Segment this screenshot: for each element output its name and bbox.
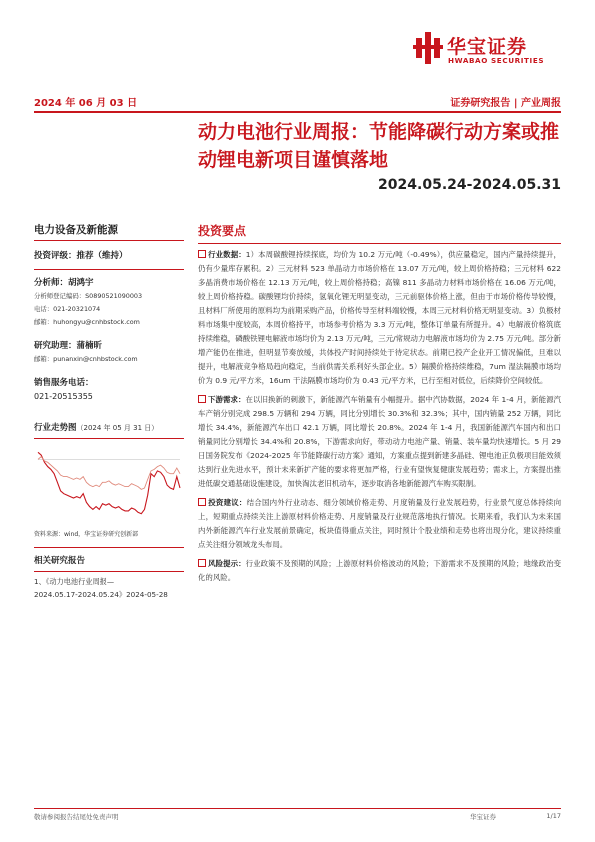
brand-logo [413, 30, 563, 70]
brand-mark-icon [413, 30, 443, 66]
trend-heading [34, 415, 184, 435]
footer-divider [34, 808, 561, 809]
assistant-name: 研究助理：蒲楠昕 [34, 341, 103, 351]
sales-label: 销售服务电话： [34, 378, 94, 388]
report-title: 动力电池行业周报：节能降碳行动方案或推动锂电新项目谨慎落地 [198, 121, 560, 171]
chart-series-line-1 [38, 452, 180, 513]
sidebar-divider [34, 547, 184, 548]
related-report-line2[interactable]: 2024.05.17-2024.05.24》2024-05-28 [34, 590, 168, 599]
sidebar-divider [34, 269, 184, 270]
downstream-demand-paragraph: 下游需求：在以旧换新的刺激下，新能源汽车销量有小幅提升。据中汽协数据，2024 年 1-4 月，新能源汽车产销分别完成 298.5 万辆和 294 万辆，同比分别增长 30.3%和 32.3%；其中，国内销量 252 万辆，同比增长 34.4%，新能源汽车出口 42.1 万辆，同比增长 20.8%。2024 年 1-4 月，我国新能源汽车国内和出口销量同比分别增长 34.4%和 20.8%，下游需求向好，带动动力电池产量、销量、装车量均快速增长。5 月 29 日国务院发布《2024-2025 年节能降碳行动方案》通知，方案重点提到新建多晶硅、锂电池正负极项目能效须达到行业先进水平，预计未来新扩产能的要求将更加严格，行业有望恢复健康发展趋势；需求上，方案提出推进低碳交通基础设施建设，加快淘汰老旧机动车，逐步取消各地新能源汽车购买限制。 [198, 395, 561, 489]
key-points-title: 投资要点 [198, 224, 247, 238]
risk-warning-paragraph: 风险提示：行业政策不及预期的风险；上游原材料价格波动的风险；下游需求不及预期的风险；地缘政治变化的风险。 [198, 559, 562, 583]
checkbox-icon [198, 395, 206, 403]
analyst-phone: 电话：021-20321074 [34, 305, 101, 313]
trend-title: 行业走势图 [34, 423, 77, 433]
investment-rating: 投资评级：推荐（维持） [34, 251, 128, 261]
industry-trend-chart [34, 442, 184, 524]
report-date: 2024 年 06 月 03 日 [34, 98, 138, 109]
investment-advice-paragraph: 投资建议：结合国内外行业动态、细分领域价格走势、月度销量及行业发展趋势，行业景气度总体持续向上，短期重点持续关注上游原材料价格走势、月度销量及行业规范落地执行情况。长期来看，我们认为未来国内外新能源汽车行业发展前景确定，板块值得重点关注，同时预计个股业绩和走势也将出现分化，建议持续重点关注细分领域龙头布局。 [198, 498, 562, 550]
key-points-divider [198, 243, 561, 244]
brand-name-cn: 华宝证券 [447, 36, 528, 58]
checkbox-icon [198, 498, 206, 506]
analyst-name: 分析师：胡鸿宇 [34, 278, 94, 288]
sidebar-divider [34, 438, 184, 439]
report-type: 证券研究报告 | 产业周报 [450, 98, 561, 109]
trend-date: （2024 年 05 月 31 日） [76, 424, 159, 432]
page-number: 1/17 [546, 812, 561, 820]
footer-disclaimer: 敬请参阅报告结尾处免责声明 [34, 813, 119, 821]
checkbox-icon [198, 559, 206, 567]
related-report-line1[interactable]: 1、《动力电池行业周报— [34, 577, 115, 586]
chart-source: 资料来源：wind，华宝证券研究创新部 [34, 531, 139, 538]
brand-name-en: HWABAO SECURITIES [448, 56, 545, 65]
assistant-email[interactable]: 邮箱：punanxin@cnhbstock.com [34, 355, 138, 363]
chart-series-line-2 [38, 457, 180, 490]
report-date-range: 2024.05.24-2024.05.31 [378, 177, 561, 193]
checkbox-icon [198, 250, 206, 258]
industry-data-paragraph: 行业数据：1）本周碳酸锂持续探底，均价为 10.2 万元/吨（-0.49%），供应量稳定，国内产量持续提升，仍有少量库存累积。2）三元材料 523 单晶动力市场价格在 13.07 万元/吨，较上周价格持稳；三元材料 622 多晶消费市场价格在 12.13 万元/吨，较上周价格持稳；高镍 811 多晶动力材料市场价格在 16.06 万元/吨，较上周价格持稳。碳酸锂均价持续，氢氧化锂无明显变动，三元前驱体价格上涨，但由于市场价格传导较慢，且材料厂所使用的原料均为前期采购产品，价格传导至材料端较慢，本周三元材料价格无明显变动。3）负极材料市场集中度较高，本周价格持平，市场参考价格为 3.3 万元/吨，整体订单量有所提升。4）电解液价格筑底持续维稳，磷酸铁锂电解液市场均价为 2.13 万元/吨，三元/常规动力电解液市场均价为 2.75 万元/吨。部分新增产能仍在推进，但明显节奏放缓，共体投产时间持续处于待定状态。前期已投产企业开工情况偏低，旦难以提升，电解液竞争格局趋向稳定，当前供需关系利好头部企业。5）隔膜价格持续维稳，7um 湿法隔膜市场均价为 0.9 元/平方米，16um 干法隔膜市场均价为 0.43 元/平方米，已行至相对低位，后续降价空间较低。 [198, 250, 561, 386]
sidebar [34, 222, 184, 601]
key-points [198, 222, 561, 590]
industry-name: 电力设备及新能源 [34, 224, 118, 236]
header-divider [34, 111, 561, 113]
analyst-email[interactable]: 邮箱：huhongyu@cnhbstock.com [34, 318, 140, 326]
sales-phone: 021-20515355 [34, 392, 93, 401]
related-title: 相关研究报告 [34, 556, 86, 566]
sidebar-divider [34, 571, 184, 572]
footer-company: 华宝证券 [470, 813, 496, 821]
sidebar-divider [34, 240, 184, 241]
analyst-cert: 分析师登记编码：S0890521090003 [34, 292, 143, 300]
